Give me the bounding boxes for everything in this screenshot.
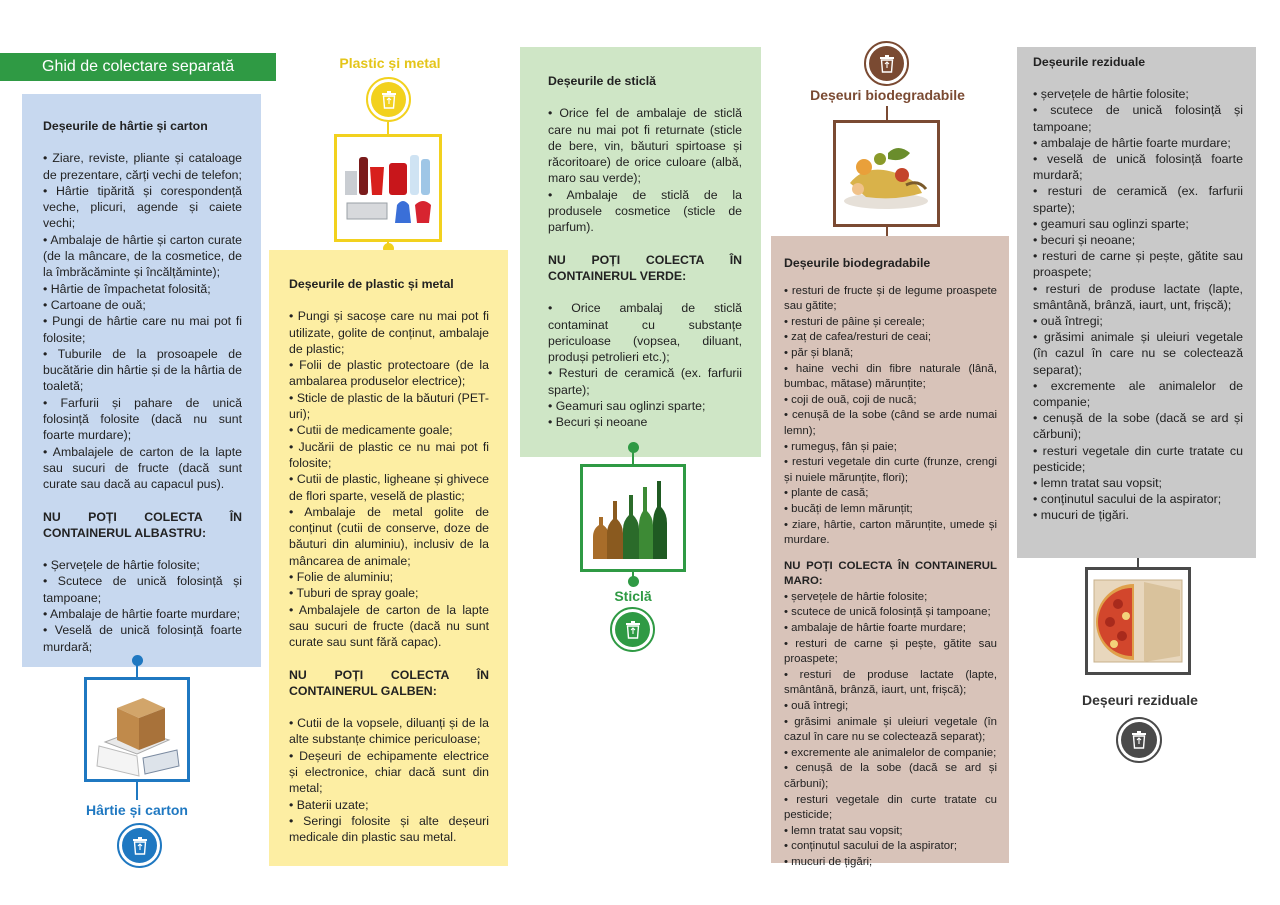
list-item: • resturi de fructe și de legume proaspete sau gătite; — [784, 284, 997, 313]
recycle-bin-icon — [371, 82, 406, 117]
list-item: • resturi de pâine și cereale; — [784, 315, 925, 328]
glass-bin-badge — [610, 607, 655, 652]
list-item: • veselă de unică folosință foarte murdară; — [1033, 152, 1243, 183]
glass-warning: NU POȚI COLECTA ÎN CONTAINERUL VERDE: — [548, 252, 742, 283]
list-item: • ambalaje de hârtie foarte murdare; — [1033, 135, 1231, 150]
list-item: • grăsimi animale și uleiuri vegetale (în cazul în care nu se colectează separat); — [1033, 330, 1243, 377]
list-item: • Orice ambalaj de sticlă contaminat cu substanțe periculoase (vopsea, diluant, produși petrolieri etc.); — [548, 301, 742, 365]
bio-heading: Deșeurile biodegradabile — [784, 256, 931, 270]
list-item: • geamuri sau oglinzi sparte; — [1033, 216, 1189, 231]
bio-warning: NU POȚI COLECTA ÎN CONTAINERUL MARO: — [784, 559, 997, 588]
glass-label: Sticlă — [614, 588, 652, 604]
list-item: • Baterii uzate; — [289, 797, 369, 812]
list-item: • resturi de carne și pește, gătite sau proaspete; — [1033, 249, 1243, 280]
recycle-bin-icon — [122, 828, 157, 863]
glass-bottles-icon — [583, 467, 683, 569]
list-item: • coji de ouă, coji de nucă; — [784, 393, 917, 406]
list-item: • ouă întregi; — [1033, 314, 1103, 329]
list-item: • resturi vegetale din curte tratate cu pesticide; — [1033, 443, 1243, 474]
bio-items — [784, 284, 997, 549]
plastic-heading: Deșeurile de plastic și metal — [289, 277, 454, 291]
list-item: • Becuri și neoane — [548, 415, 648, 430]
list-item: • resturi de carne și pește, gătite sau proaspete; — [784, 637, 997, 666]
list-item: • ouă întregi; — [784, 700, 849, 713]
list-item: • ziare, hârtie, carton mărunțite, umede și murdare. — [784, 518, 997, 547]
list-item: • excremente ale animalelor de companie; — [1033, 378, 1243, 410]
paper-not-items — [43, 557, 242, 655]
recycle-bin-icon — [615, 612, 650, 647]
list-item: • rumeguș, fân și paie; — [784, 440, 897, 453]
list-item: • cenușă de la sobe (când se arde numai lemn); — [784, 409, 997, 437]
list-item: • lemn tratat sau vopsit; — [1033, 476, 1162, 491]
plastic-panel — [269, 250, 508, 866]
list-item: • conținutul sacului de la aspirator; — [784, 840, 958, 853]
list-item: • Ambalaje de hârtie foarte murdare; — [43, 607, 241, 622]
list-item: • Jucării de plastic ce nu mai pot fi folosite; — [289, 439, 489, 470]
list-item: • resturi vegetale din curte tratate cu pesticide; — [784, 793, 997, 822]
list-item: • Cutii de medicamente goale; — [289, 423, 453, 438]
list-item: • șervețele de hârtie folosite; — [784, 590, 928, 603]
list-item: • Geamuri sau oglinzi sparte; — [548, 399, 706, 414]
list-item: • cenușă de la sobe (dacă se ard și cărbuni); — [1033, 411, 1243, 442]
list-item: • Folie de aluminiu; — [289, 570, 394, 585]
residual-panel — [1017, 47, 1256, 558]
list-item: • plante de casă; — [784, 487, 869, 500]
residual-items — [1033, 86, 1243, 523]
plastic-not-items — [289, 715, 489, 845]
paper-bin-badge — [117, 823, 162, 868]
list-item: • Cutii de plastic, ligheane și ghivece de flori sparte, veselă de plastic; — [289, 472, 489, 503]
recycle-bin-icon — [869, 46, 904, 81]
list-item: • șervețele de hârtie folosite; — [1033, 87, 1189, 102]
bio-label: Deșeuri biodegradabile — [810, 87, 965, 103]
list-item: • Ambalaje de hârtie și carton curate (de la mâncare, de la cosmetice, de la îmbrăcăminte și încălțăminte); — [43, 232, 242, 280]
residual-image — [1085, 567, 1191, 675]
plastic-items — [289, 308, 489, 650]
list-item: • Pungi de hârtie care nu mai pot fi folosite; — [43, 314, 242, 345]
list-item: • păr și blană; — [784, 346, 854, 359]
bio-image — [833, 120, 940, 227]
glass-image — [580, 464, 686, 572]
paper-warning: NU POȚI COLECTA ÎN CONTAINERUL ALBASTRU: — [43, 509, 242, 540]
list-item: • Farfurii și pahare de unică folosință folosite (dacă nu sunt foarte murdare); — [43, 395, 242, 443]
list-item: • excremente ale animalelor de companie; — [784, 746, 997, 759]
list-item: • scutece de unică folosință și tampoane; — [1033, 103, 1243, 134]
residual-label: Deșeuri reziduale — [1082, 692, 1198, 708]
food-scraps-icon — [836, 123, 937, 224]
bio-bin-badge — [864, 41, 909, 86]
list-item: • conținutul sacului de la aspirator; — [1033, 492, 1222, 507]
list-item: • resturi de ceramică (ex. farfurii sparte); — [1033, 184, 1243, 215]
list-item: • Tuburi de spray goale; — [289, 586, 419, 601]
bio-connector-line — [886, 106, 888, 120]
glass-connector-line — [632, 452, 634, 464]
list-item: • resturi de produse lactate (lapte, smântână, brânză, iaurt, unt, frișcă); — [784, 668, 997, 697]
plastic-metal-items-icon — [337, 137, 439, 239]
list-item: • Folii de plastic protectoare (de la ambalarea produselor electrice); — [289, 358, 489, 389]
list-item: • Cartoane de ouă; — [43, 297, 146, 312]
list-item: • becuri și neoane; — [1033, 233, 1136, 248]
list-item: • resturi de produse lactate (lapte, smântână, brânză, iaurt, unt, frișcă); — [1033, 281, 1243, 312]
residual-bin-badge — [1116, 717, 1162, 763]
bio-panel — [771, 236, 1009, 868]
list-item: • Cutii de la vopsele, diluanți și de la alte substanțe chimice periculoase; — [289, 716, 489, 747]
list-item: • Sticle de plastic de la băuturi (PET-uri); — [289, 390, 489, 422]
cardboard-box-icon — [87, 680, 187, 779]
paper-label: Hârtie și carton — [86, 802, 188, 818]
list-item: • Deșeuri de echipamente electrice și electronice, chiar dacă sunt din metal; — [289, 748, 489, 796]
residual-connector-line — [1137, 558, 1139, 567]
bio-not-items — [784, 590, 997, 871]
list-item: • Veselă de unică folosință foarte murdară; — [43, 623, 242, 654]
plastic-image — [334, 134, 442, 242]
list-item: • Șervețele de hârtie folosite; — [43, 558, 200, 573]
paper-connector-line — [136, 664, 138, 677]
plastic-connector-line — [387, 122, 389, 134]
plastic-label: Plastic și metal — [339, 55, 441, 71]
list-item: • Pungi și sacoșe care nu mai pot fi utilizate, golite de conținut, ambalaje de plastic; — [289, 309, 489, 356]
paper-image — [84, 677, 190, 782]
list-item: • Orice fel de ambalaje de sticlă care nu mai pot fi returnate (sticle de bere, vin, băuturi spirtoase și răcoritoare) de orice culoare (albă, maro sau verde); — [548, 106, 742, 186]
pizza-box-icon — [1088, 570, 1188, 672]
list-item: • mucuri de țigări; — [784, 855, 873, 868]
glass-items — [548, 105, 742, 235]
list-item: • ambalaje de hârtie foarte murdare; — [784, 622, 966, 635]
list-item: • haine vechi din fibre naturale (lână, bumbac, mătase) mărunțite; — [784, 362, 997, 391]
list-item: • lemn tratat sau vopsit; — [784, 824, 903, 837]
list-item: • zaț de cafea/resturi de ceai; — [784, 331, 932, 344]
paper-heading: Deșeurile de hârtie și carton — [43, 119, 208, 133]
list-item: • cenușă de la sobe (dacă se ard și cărbuni); — [784, 762, 997, 790]
list-item: • Scutece de unică folosință și tampoane; — [43, 574, 242, 605]
list-item: • resturi vegetale din curte (frunze, crengi și nuiele mărunțite, flori); — [784, 456, 997, 484]
list-item: • Ambalaje de metal golite de conținut (cutii de conserve, doze de băuturi din aluminiu), inclusiv de la mâncarea de animale; — [289, 504, 489, 568]
page-title: Ghid de colectare separată — [0, 53, 276, 81]
list-item: • Tuburile de la prosoapele de bucătărie din hârtie și de la hârtia de toaletă; — [43, 346, 242, 394]
paper-items — [43, 150, 242, 492]
list-item: • grăsimi animale și uleiuri vegetale (în cazul în care nu se colectează separat); — [784, 715, 997, 744]
list-item: • Ambalajele de carton de la lapte sau sucuri de fructe (dacă nu sunt curate sau sunt fără capac). — [289, 602, 489, 650]
list-item: • Seringi folosite și alte deșeuri medicale din plastic sau metal. — [289, 813, 489, 845]
glass-panel — [520, 47, 761, 457]
list-item: • Ziare, reviste, pliante și cataloage de prezentare, cărți vechi de telefon; — [43, 151, 242, 182]
list-item: • Hârtie tipărită și corespondență veche, plicuri, agende și caiete vechi; — [43, 183, 242, 231]
list-item: • mucuri de țigări. — [1033, 508, 1129, 523]
list-item: • Ambalaje de sticlă de la produsele cosmetice (sticle de parfum). — [548, 187, 742, 235]
residual-heading: Deșeurile reziduale — [1033, 55, 1146, 69]
list-item: • Hârtie de împachetat folosită; — [43, 281, 211, 296]
list-item: • Resturi de ceramică (ex. farfurii sparte); — [548, 366, 742, 397]
plastic-warning: NU POȚI COLECTA ÎN CONTAINERUL GALBEN: — [289, 667, 489, 698]
paper-connector-line-2 — [136, 782, 138, 800]
list-item: • bucăți de lemn mărunțit; — [784, 502, 913, 515]
plastic-bin-badge — [366, 77, 411, 122]
paper-panel — [22, 94, 261, 667]
glass-connector-dot-2 — [628, 576, 639, 587]
glass-not-items — [548, 300, 742, 430]
glass-heading: Deșeurile de sticlă — [548, 74, 656, 88]
list-item: • Ambalajele de carton de la lapte sau sucuri de fructe (dacă sunt curate sau dacă au capacul pus). — [43, 444, 242, 492]
recycle-bin-icon — [1121, 722, 1157, 758]
list-item: • scutece de unică folosință și tampoane; — [784, 606, 991, 619]
